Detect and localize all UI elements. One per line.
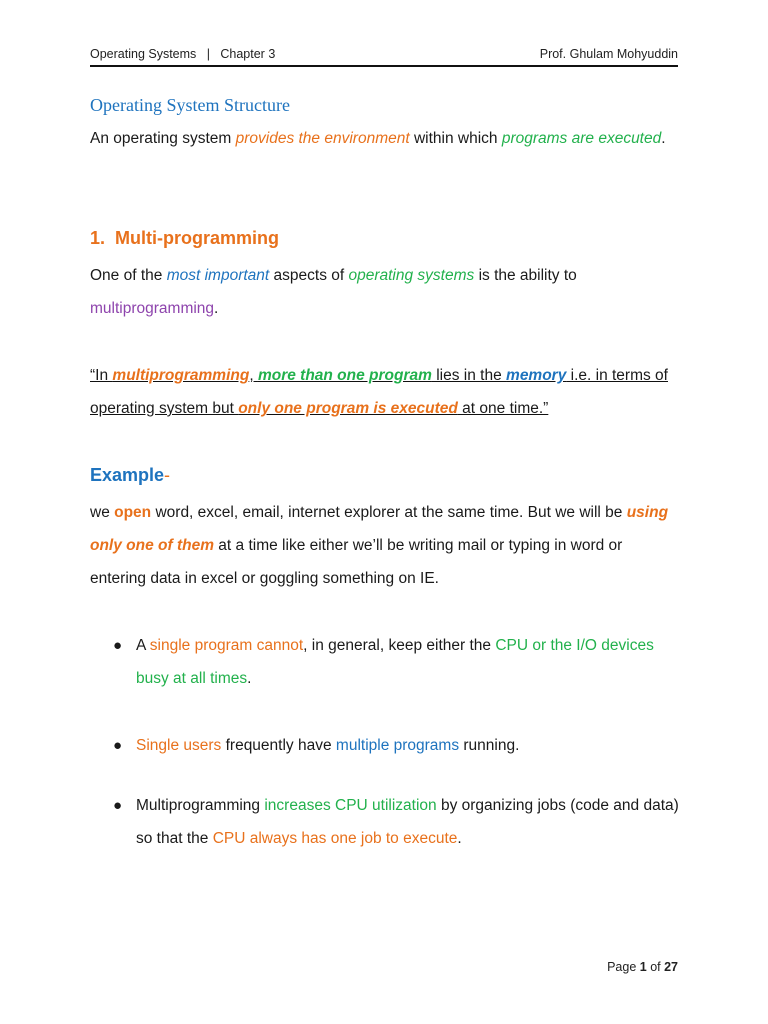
bullet-icon: ● — [113, 637, 123, 654]
bullet-icon: ● — [113, 737, 123, 754]
header-author: Prof. Ghulam Mohyuddin — [539, 47, 678, 61]
example-paragraph: we open word, excel, email, internet explorer at the same time. But we will be using only one of them at a time like either we’ll be writing mail or typing in word or entering data in excel or goggling something on IE. — [90, 504, 669, 587]
section-heading: 1. Multi-programming — [90, 228, 279, 248]
bullet-item: ● Single users frequently have multiple programs running. — [113, 729, 681, 762]
section-paragraph: One of the most important aspects of operating systems is the ability to multiprogramming. — [90, 267, 577, 317]
page-number: Page 1 of 27 — [607, 960, 678, 974]
header-course: Operating Systems | Chapter 3 — [90, 47, 276, 61]
page-header — [90, 47, 678, 67]
bullet-item: ● Multiprogramming increases CPU utilization by organizing jobs (code and data) so that the CPU always has one job to execute. — [113, 789, 681, 855]
bullet-icon: ● — [113, 797, 123, 814]
bullet-item: ● A single program cannot, in general, keep either the CPU or the I/O devices busy at all times. — [113, 629, 681, 695]
example-heading: Example- — [90, 465, 171, 485]
document-title: Operating System Structure — [90, 95, 290, 115]
intro-paragraph: An operating system provides the environment within which programs are executed. — [90, 130, 666, 147]
definition-quote: “In multiprogramming, more than one program lies in the memory i.e. in terms of operating system but only one program is executed at one time.” — [90, 367, 668, 417]
